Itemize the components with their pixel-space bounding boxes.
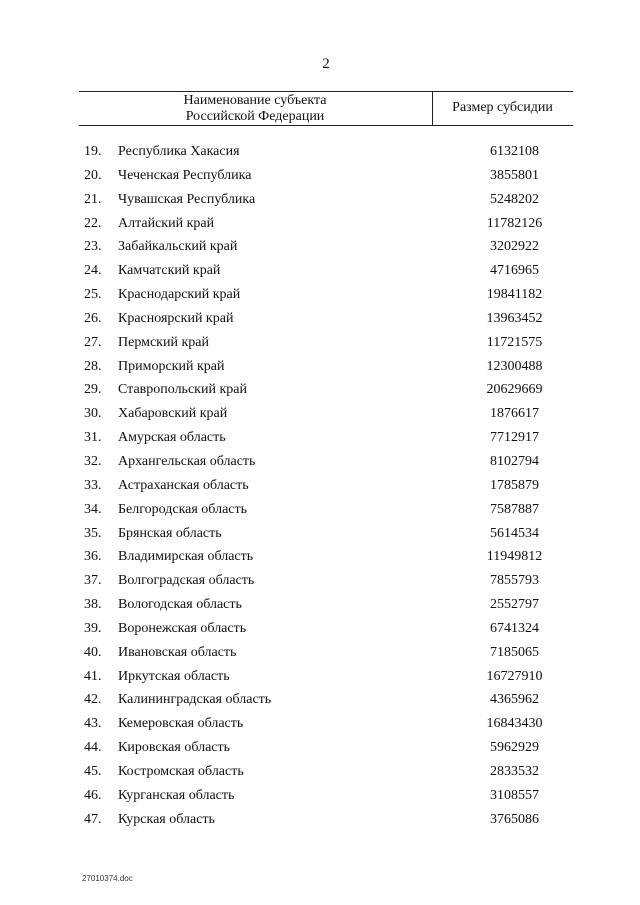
table-row <box>0 334 640 358</box>
table-row <box>0 739 640 763</box>
table-row <box>0 596 640 620</box>
row-number: 21. <box>84 191 102 207</box>
row-number: 37. <box>84 573 102 589</box>
subsidy-value: 6132108 <box>490 144 539 159</box>
subsidy-value: 20629669 <box>486 382 543 398</box>
subject-name: Астраханская область <box>118 477 249 493</box>
subsidy-value: 5248202 <box>490 191 539 207</box>
table-row <box>0 644 640 668</box>
table-row <box>0 477 640 501</box>
subsidy-value: 5962929 <box>490 740 539 756</box>
subject-name: Курганская область <box>118 787 235 803</box>
subsidy-value: 13963452 <box>486 310 543 326</box>
subsidy-value: 11949812 <box>486 549 543 565</box>
subsidy-value: 2833532 <box>490 763 539 779</box>
table-row <box>0 143 640 167</box>
header-subject-name-line1: Наименование субъекта <box>183 93 327 108</box>
table-row <box>0 763 640 787</box>
subject-name: Пермский край <box>118 334 209 350</box>
subject-name: Вологодская область <box>118 597 242 613</box>
subsidy-value: 16843430 <box>486 716 543 732</box>
subject-name: Белгородская область <box>118 501 248 517</box>
row-number: 25. <box>84 287 102 303</box>
row-number: 45. <box>84 763 102 779</box>
row-number: 35. <box>84 525 102 541</box>
table-row <box>0 668 640 692</box>
table-row <box>0 453 640 477</box>
subsidy-value: 11782126 <box>486 215 543 231</box>
subsidy-value: 3202922 <box>490 239 539 255</box>
table-row <box>0 620 640 644</box>
table-row <box>0 572 640 596</box>
subsidy-value: 19841182 <box>486 287 543 303</box>
subject-name: Республика Хакасия <box>118 144 240 159</box>
table-row <box>0 405 640 429</box>
row-number: 40. <box>84 644 102 660</box>
table-body <box>0 143 640 834</box>
subject-name: Иркутская область <box>118 668 230 684</box>
row-number: 20. <box>84 167 102 183</box>
table-header-bottom-rule <box>79 125 573 126</box>
subsidy-value: 3108557 <box>490 787 539 803</box>
subject-name: Брянская область <box>118 525 222 541</box>
row-number: 47. <box>84 811 102 827</box>
page-number: 2 <box>322 56 330 72</box>
subject-name: Амурская область <box>118 430 226 446</box>
row-number: 34. <box>84 501 102 517</box>
subsidy-value: 16727910 <box>486 668 543 684</box>
table-row <box>0 286 640 310</box>
subsidy-value: 12300488 <box>486 358 543 374</box>
row-number: 19. <box>84 144 102 159</box>
table-row <box>0 358 640 382</box>
row-number: 23. <box>84 239 102 255</box>
subject-name: Кировская область <box>118 740 231 756</box>
table-row <box>0 238 640 262</box>
row-number: 29. <box>84 382 102 398</box>
row-number: 26. <box>84 310 102 326</box>
subject-name: Курская область <box>118 811 215 827</box>
table-row <box>0 310 640 334</box>
row-number: 41. <box>84 668 102 684</box>
row-number: 30. <box>84 406 102 422</box>
row-number: 42. <box>84 692 102 708</box>
table-row <box>0 429 640 453</box>
header-subsidy-size: Размер субсидии <box>452 100 553 115</box>
subsidy-value: 4365962 <box>490 692 539 708</box>
subject-name: Ставропольский край <box>118 382 247 398</box>
subsidy-value: 7712917 <box>490 430 539 446</box>
subsidy-value: 3855801 <box>490 167 539 183</box>
header-subject-name <box>150 93 360 125</box>
table-row <box>0 787 640 811</box>
row-number: 27. <box>84 334 102 350</box>
row-number: 44. <box>84 740 102 756</box>
row-number: 32. <box>84 453 102 469</box>
row-number: 33. <box>84 477 102 493</box>
subject-name: Красноярский край <box>118 310 234 326</box>
table-row <box>0 262 640 286</box>
row-number: 28. <box>84 358 102 374</box>
subsidy-value: 5614534 <box>490 525 539 541</box>
table-row <box>0 191 640 215</box>
subsidy-value: 11721575 <box>486 334 543 350</box>
subsidy-value: 4716965 <box>490 263 539 279</box>
table-row <box>0 811 640 835</box>
subject-name: Воронежская область <box>118 620 247 636</box>
row-number: 43. <box>84 716 102 732</box>
subsidy-value: 1876617 <box>490 406 539 422</box>
table-row <box>0 691 640 715</box>
subject-name: Хабаровский край <box>118 406 228 422</box>
row-number: 46. <box>84 787 102 803</box>
subsidy-value: 6741324 <box>490 620 539 636</box>
document-id: 27010374.doc <box>82 874 133 883</box>
table-row <box>0 381 640 405</box>
subject-name: Архангельская область <box>118 453 256 469</box>
subject-name: Кемеровская область <box>118 716 244 732</box>
row-number: 38. <box>84 597 102 613</box>
subsidy-value: 7587887 <box>490 501 539 517</box>
subject-name: Ивановская область <box>118 644 237 660</box>
subject-name: Костромская область <box>118 763 244 779</box>
subsidy-value: 3765086 <box>490 811 539 827</box>
subsidy-value: 8102794 <box>490 453 539 469</box>
subject-name: Краснодарский край <box>118 287 241 303</box>
table-row <box>0 525 640 549</box>
row-number: 22. <box>84 215 102 231</box>
table-row <box>0 715 640 739</box>
subject-name: Калининградская область <box>118 692 272 708</box>
row-number: 39. <box>84 620 102 636</box>
subject-name: Чеченская Республика <box>118 167 252 183</box>
subject-name: Волгоградская область <box>118 573 255 589</box>
table-row <box>0 215 640 239</box>
table-row <box>0 548 640 572</box>
subsidy-value: 1785879 <box>490 477 539 493</box>
subsidy-value: 7855793 <box>490 573 539 589</box>
row-number: 31. <box>84 430 102 446</box>
header-subject-name-line2: Российской Федерации <box>185 109 325 124</box>
subject-name: Камчатский край <box>118 263 221 279</box>
subject-name: Приморский край <box>118 358 225 374</box>
table-top-rule <box>79 91 573 92</box>
row-number: 24. <box>84 263 102 279</box>
table-row <box>0 167 640 191</box>
table-row <box>0 501 640 525</box>
subject-name: Алтайский край <box>118 215 215 231</box>
row-number: 36. <box>84 549 102 565</box>
subject-name: Забайкальский край <box>118 239 238 255</box>
subsidy-value: 2552797 <box>490 597 539 613</box>
subject-name: Владимирская область <box>118 549 254 565</box>
subsidy-value: 7185065 <box>490 644 539 660</box>
subject-name: Чувашская Республика <box>118 191 256 207</box>
